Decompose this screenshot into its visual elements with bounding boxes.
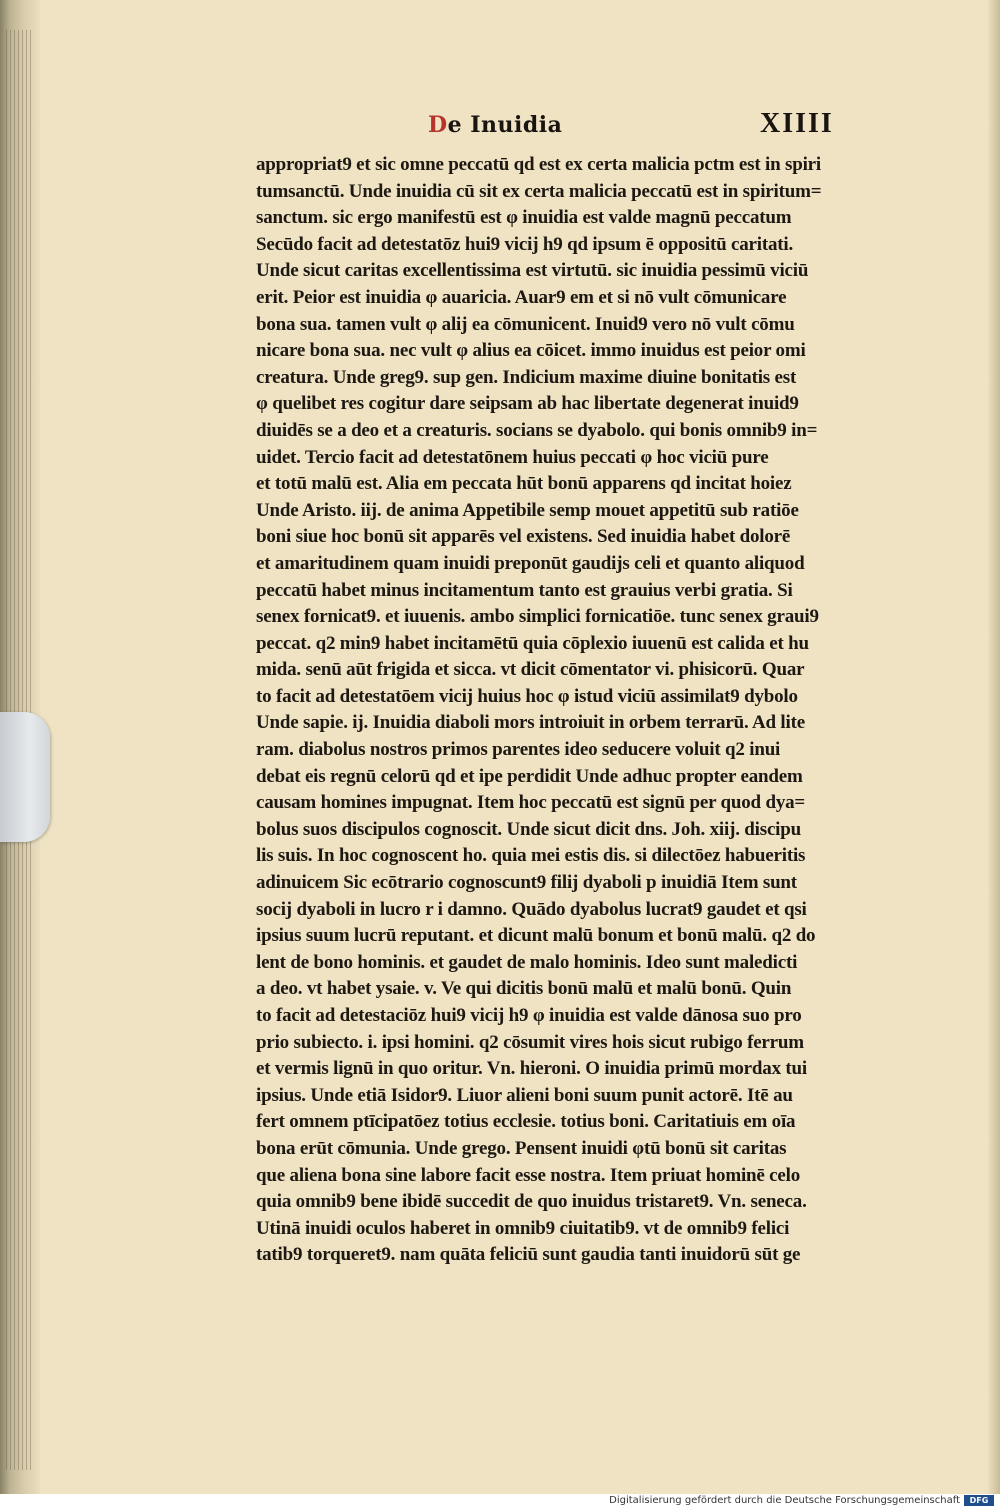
text-line: Unde Aristo. iij. de anima Appetibile semp mouet appetitū sub ratiōe: [256, 499, 799, 521]
text-line: appropriat9 et sic omne peccatū qd est ex certa malicia pctm est in spiri: [256, 154, 821, 175]
bookmark-tab: [0, 712, 50, 842]
text-line: prio subiecto. i. ipsi homini. q2 cōsumit vires hois sicut rubigo ferrum: [256, 1031, 804, 1053]
text-line: senex fornicat9. et iuuenis. ambo simplici fornicatiōe. tunc senex graui9: [256, 606, 819, 628]
text-line: bolus suos discipulos cognoscit. Unde sicut dicit dns. Joh. xiij. discipu: [256, 818, 801, 840]
text-line: ram. diabolus nostros primos parentes ideo seducere voluit q2 inui: [256, 739, 781, 761]
text-line: a deo. vt habet ysaie. v. Ve qui dicitis bonū malū et malū bonū. Quin: [256, 978, 792, 1000]
text-line: et totū malū est. Alia em peccata hūt bonū apparens qd incitat hoiez: [256, 473, 792, 495]
text-line: peccatū habet minus incitamentum tanto est grauius verbi gratia. Si: [256, 579, 793, 601]
text-line: to facit ad detestatōem vicij huius hoc φ istud viciū assimilat9 dybolo: [256, 685, 798, 707]
running-header: [428, 112, 562, 138]
text-line: nicare bona sua. nec vult φ alius ea cōicet. immo inuidus est peior omi: [256, 340, 806, 362]
text-line: peccat. q2 min9 habet incitamētū quia cōplexio iuuenū est calida et hu: [256, 632, 809, 654]
text-line: bona sua. tamen vult φ alij ea cōmunicent. Inuid9 vero nō vult cōmu: [256, 313, 795, 335]
text-line: fert omnem ptīcipatōez totius ecclesie. totius boni. Caritatiuis em oīa: [256, 1111, 796, 1133]
text-line: socij dyaboli in lucro r i damno. Quādo dyabolus lucrat9 gaudet et qsi: [256, 898, 807, 920]
text-line: quia omnib9 bene ibidē succedit de quo inuidus tristaret9. Vn. seneca.: [256, 1191, 807, 1213]
text-line: bona erūt cōmunia. Unde grego. Pensent inuidi φtū bonū sit caritas: [256, 1137, 787, 1159]
folio-number: XIIII: [760, 108, 834, 139]
text-line: sanctum. sic ergo manifestū est φ inuidia est valde magnū peccatum: [256, 207, 792, 229]
text-line: Secūdo facit ad detestatōz hui9 vicij h9 qd ipsum ē oppositū caritati.: [256, 233, 794, 255]
text-line: causam homines impugnat. Item hoc peccatū est signū per quod dya=: [256, 792, 806, 814]
text-line: uidet. Tercio facit ad detestatōnem huius peccati φ hoc viciū pure: [256, 446, 769, 468]
text-line: lent de bono hominis. et gaudet de malo hominis. Ideo sunt maledicti: [256, 951, 798, 973]
text-line: Unde sicut caritas excellentissima est virtutū. sic inuidia pessimū viciū: [256, 260, 809, 282]
text-line: Utinā inuidi oculos haberet in omnib9 ciuitatib9. vt de omnib9 felici: [256, 1217, 790, 1239]
text-line: ipsius. Unde etiā Isidor9. Liuor alieni boni suum punit actorē. Itē au: [256, 1084, 793, 1106]
text-line: mida. senū aūt frigida et sicca. vt dicit cōmentator vi. phisicorū. Quar: [256, 659, 805, 681]
header-initial: D: [428, 112, 448, 138]
text-line: erit. Peior est inuidia φ auaricia. Auar9 em et si nō vult cōmunicare: [256, 286, 787, 308]
right-page-edge: [988, 0, 1000, 1494]
text-line: creatura. Unde greg9. sup gen. Indicium maxime diuine bonitatis est: [256, 366, 797, 388]
text-line: φ quelibet res cogitur dare seipsam ab hac libertate degenerat inuid9: [256, 393, 799, 415]
text-line: to facit ad detestaciōz hui9 vicij h9 φ inuidia est valde dānosa suo pro: [256, 1005, 802, 1026]
text-line: tatib9 torqueret9. nam quāta feliciū sunt gaudia tanti inuidorū sūt ge: [256, 1244, 801, 1266]
text-line: diuidēs se a deo et a creaturis. socians se dyabolo. qui bonis omnib9 in=: [256, 419, 818, 441]
header-title-text: e Inuidia: [447, 112, 563, 138]
text-line: et amaritudinem quam inuidi preponūt gaudijs celi et quanto aliquod: [256, 552, 805, 574]
text-line: boni siue hoc bonū sit apparēs vel existens. Sed inuidia habet dolorē: [256, 526, 791, 548]
text-line: lis suis. In hoc cognoscent ho. quia mei estis dis. si dilectōez habueritis: [256, 845, 806, 867]
text-line: tumsanctū. Unde inuidia cū sit ex certa malicia peccatū est in spiritum=: [256, 180, 822, 202]
main-text-column: [256, 152, 928, 1269]
text-line: ipsius suum lucrū reputant. et dicunt malū bonum et bonū malū. q2 do: [256, 925, 816, 947]
digitization-credit: Digitalisierung gefördert durch die Deutsche Forschungsgemeinschaft: [609, 1495, 960, 1506]
text-line: et vermis lignū in quo oritur. Vn. hieroni. O inuidia primū mordax tui: [256, 1058, 807, 1080]
text-line: Unde sapie. ij. Inuidia diaboli mors introiuit in orbem terrarū. Ad lite: [256, 712, 805, 734]
text-line: debat eis regnū celorū qd et ipe perdidit Unde adhuc propter eandem: [256, 765, 803, 787]
text-line: que aliena bona sine labore facit esse nostra. Item priuat hominē celo: [256, 1164, 801, 1186]
dfg-logo: DFG: [964, 1495, 994, 1506]
text-line: adinuicem Sic ecōtrario cognoscunt9 filij dyaboli p inuidiā Item sunt: [256, 872, 797, 894]
